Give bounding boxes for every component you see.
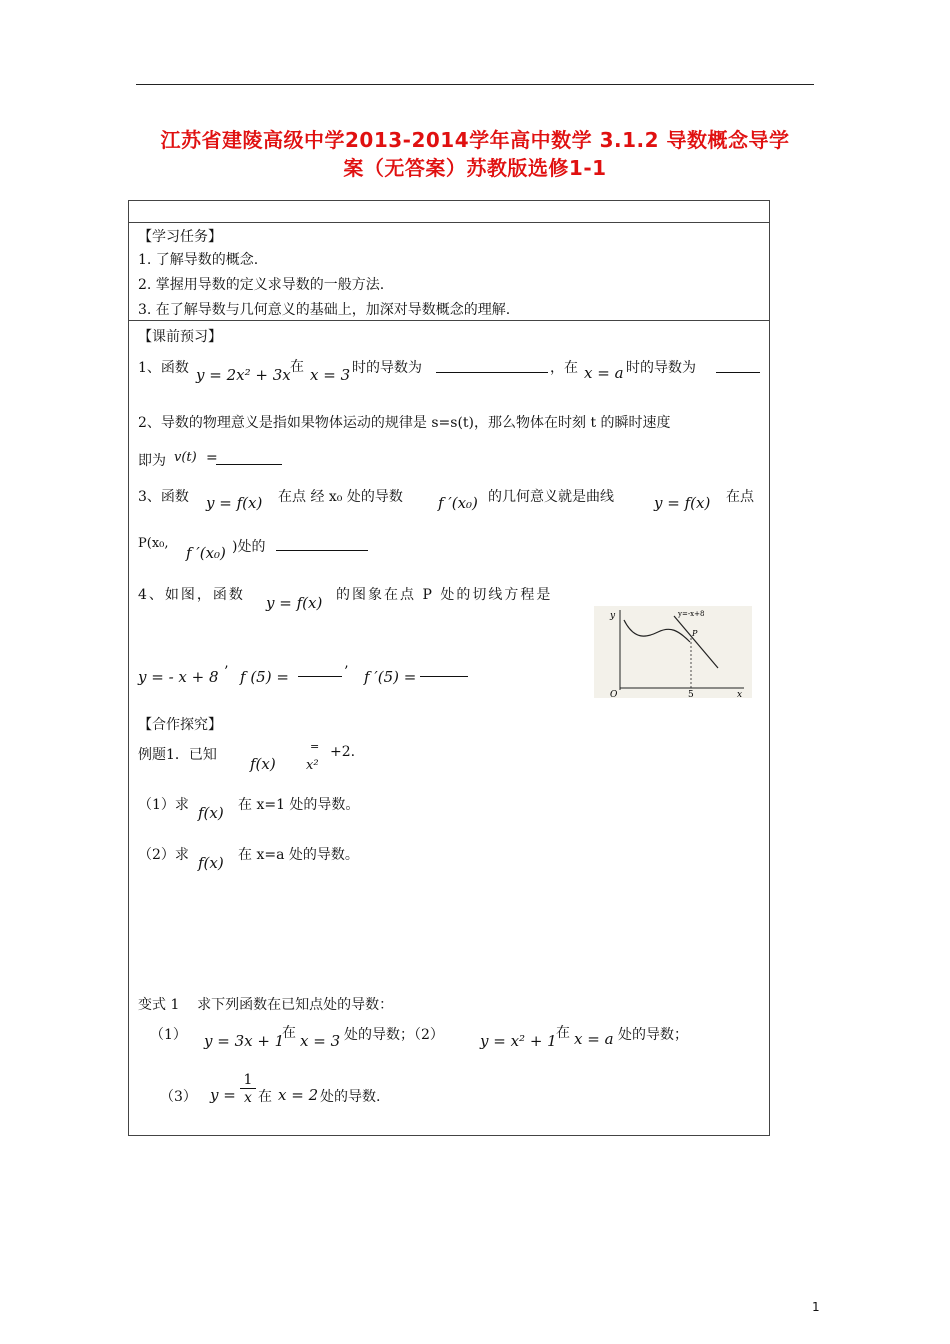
page-number: 1 (812, 1300, 820, 1314)
answer-blank (436, 372, 548, 373)
tasks-heading: 【学习任务】 (138, 229, 222, 245)
q4-tangent-equation: y = - x + 8 (138, 668, 219, 686)
part2-prefix: （2）求 (138, 847, 189, 863)
q3-function: y = f(x) (654, 494, 711, 512)
answer-blank (216, 464, 282, 465)
part1-function: f(x) (198, 804, 224, 822)
origin-label: O (610, 690, 618, 698)
doc-title-line2: 案（无答案）苏教版选修1-1 (343, 156, 607, 180)
variant-item3-condition: x = 2 (278, 1086, 319, 1104)
task-item: 2. 掌握用导数的定义求导数的一般方法. (138, 277, 385, 293)
answer-blank (298, 676, 342, 677)
q3-function: y = f(x) (206, 494, 263, 512)
q2-equals: = (206, 450, 218, 466)
table-row-divider (128, 222, 769, 223)
tangent-line (674, 616, 718, 668)
q1-condition: x = 3 (310, 366, 351, 384)
variant-text: 处的导数；（2） (344, 1027, 444, 1043)
fraction-denominator: x (244, 1090, 252, 1106)
q2-velocity: v(t) (174, 450, 197, 465)
q3-point: P(x₀, (138, 536, 169, 551)
q2-line1: 2、导数的物理意义是指如果物体运动的规律是 s=s(t)，那么物体在时刻 t 的瞬时速度 (138, 415, 671, 431)
graph-svg (594, 606, 752, 698)
example1-prefix: 例题1．已知 (138, 747, 217, 763)
part2-function: f(x) (198, 854, 224, 872)
example1-end: +2. (330, 744, 356, 760)
x-axis-label: x (737, 690, 743, 698)
q1-condition: x = a (584, 364, 624, 382)
variant-item1-function: y = 3x + 1 (204, 1032, 285, 1050)
part1-prefix: （1）求 (138, 797, 189, 813)
q3-prefix: 3、函数 (138, 489, 189, 505)
point-label: P (692, 629, 698, 638)
fraction (240, 1072, 256, 1107)
q4-fprime5: f ′(5) = (364, 668, 417, 686)
variant-item2-function: y = x² + 1 (480, 1032, 557, 1050)
variant-text: 处的导数； (618, 1027, 688, 1043)
q1-text: ，在 (550, 360, 578, 376)
q1-prefix: 1、函数 (138, 360, 189, 376)
variant-item-label: （3） (160, 1089, 197, 1105)
q3-text: 在点 (726, 489, 754, 505)
preview-heading: 【课前预习】 (138, 329, 222, 345)
part1-text: 在 x=1 处的导数。 (238, 797, 360, 813)
top-rule (136, 84, 814, 85)
line-label: y=-x+8 (678, 610, 705, 618)
q3-text: 在点 经 x₀ 处的导数 (278, 489, 403, 505)
q3-text: 的几何意义就是曲线 (488, 489, 614, 505)
example1-equals: = (310, 740, 320, 753)
q1-text: 时的导数为 (352, 360, 422, 376)
task-item: 3. 在了解导数与几何意义的基础上，加深对导数概念的理解. (138, 302, 511, 318)
part2-text: 在 x=a 处的导数。 (238, 847, 359, 863)
variant-text: 处的导数. (320, 1089, 381, 1105)
q1-text: 在 (290, 359, 304, 375)
q4-sep: ’ (224, 664, 229, 680)
answer-blank (716, 372, 760, 373)
q1-text: 时的导数为 (626, 360, 696, 376)
variant-item1-condition: x = 3 (300, 1032, 341, 1050)
q4-function: y = f(x) (266, 594, 323, 612)
q4-f5: f (5) = (240, 668, 289, 686)
example1-function: f(x) (250, 755, 276, 773)
doc-title-line1: 江苏省建陵高级中学2013-2014学年高中数学 3.1.2 导数概念导学 (160, 128, 790, 152)
variant-heading: 变式 1 求下列函数在已知点处的导数： (138, 997, 394, 1013)
variant-text: 在 (556, 1025, 570, 1041)
variant-item3-lhs: y = (210, 1086, 236, 1104)
q3-text: )处的 (232, 539, 266, 555)
q2-prefix: 即为 (138, 453, 166, 469)
function-graph (594, 606, 752, 698)
y-axis-label: y (610, 611, 616, 621)
fraction-numerator: 1 (243, 1072, 253, 1088)
x-tick-label: 5 (688, 690, 694, 698)
answer-blank (276, 550, 368, 551)
variant-text: 在 (258, 1089, 272, 1105)
q1-function: y = 2x² + 3x (196, 366, 291, 384)
q3-derivative: f ′(x₀) (438, 494, 478, 512)
q4-prefix: 4、如图，函数 (138, 587, 245, 603)
table-row-divider (128, 320, 769, 321)
variant-text: 在 (282, 1025, 296, 1041)
q4-sep: ’ (344, 664, 349, 680)
variant-item-label: （1） (150, 1027, 187, 1043)
q4-text: 的图象在点 P 处的切线方程是 (336, 587, 553, 603)
task-item: 1. 了解导数的概念. (138, 252, 259, 268)
example1-rhs: x² (306, 758, 319, 773)
answer-blank (420, 676, 468, 677)
q3-derivative: f ′(x₀) (186, 544, 226, 562)
variant-item2-condition: x = a (574, 1030, 614, 1048)
explore-heading: 【合作探究】 (138, 717, 222, 733)
